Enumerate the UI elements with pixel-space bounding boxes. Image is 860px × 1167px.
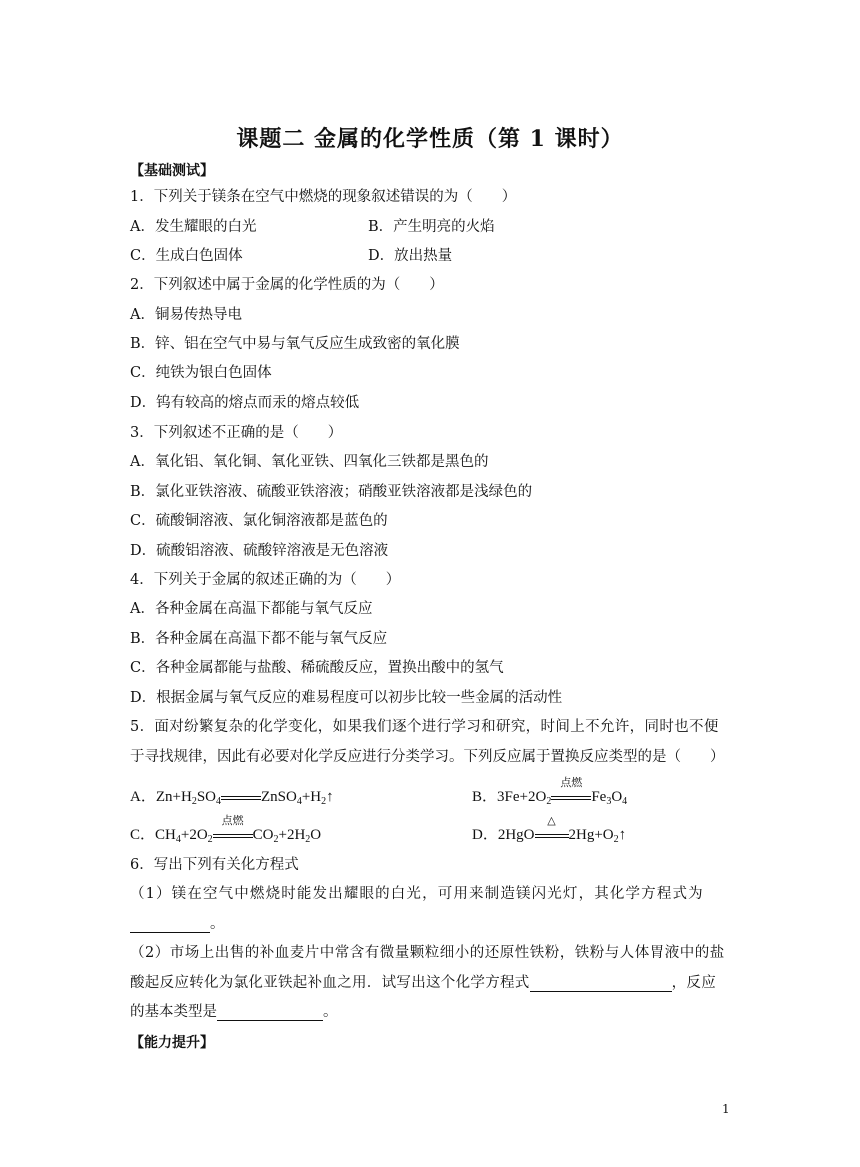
q3-option-a: A．氧化铝、氧化铜、氧化亚铁、四氧化三铁都是黑色的 (130, 454, 489, 470)
q4-option-b: B．各种金属在高温下都不能与氧气反应 (130, 631, 388, 647)
section-basic-test: 【基础测试】 (130, 163, 214, 179)
reaction-condition: 点燃 (221, 815, 244, 827)
answer-blank[interactable] (130, 918, 210, 933)
q4-option-d: D．根据金属与氧气反应的难易程度可以初步比较一些金属的活动性 (130, 690, 563, 706)
q1-option-a: A．发生耀眼的白光 (130, 219, 257, 235)
q1-option-c: C．生成白色固体 (130, 248, 243, 264)
option-label: C． (130, 827, 156, 843)
q5-option-d: D．2HgO △ $2Hg+O_2↑$ (472, 826, 626, 844)
q2-stem: 2．下列叙述中属于金属的化学性质的为（ ） (130, 277, 444, 293)
equals-sign (535, 834, 569, 838)
q5-option-b: B．$3Fe+2O_2$ 点燃 $Fe_3O_4$ (472, 788, 627, 806)
q5-option-a: A．$Zn+H_2SO_4$ $ZnSO_4+H_2↑$ (130, 789, 334, 807)
q6-part2-line3: 的基本类型是 。 (130, 1004, 338, 1020)
q6-part2-line1: （2）市场上出售的补血麦片中常含有微量颗粒细小的还原性铁粉，铁粉与人体胃液中的盐 (130, 945, 725, 961)
reaction-condition: 点燃 (560, 777, 583, 789)
q2-option-a: A．铜易传热导电 (130, 307, 242, 323)
equals-sign (213, 834, 253, 838)
q1-option-b: B．产生明亮的火焰 (368, 219, 495, 235)
q3-stem: 3．下列叙述不正确的是（ ） (130, 425, 343, 441)
q5-stem-line1: 5．面对纷繁复杂的化学变化，如果我们逐个进行学习和研究，时间上不允许，同时也不便 (130, 719, 719, 735)
reaction-condition: △ (547, 815, 556, 827)
q3-option-d: D．硫酸铝溶液、硫酸锌溶液是无色溶液 (130, 543, 389, 559)
q2-option-c: C．纯铁为银白色固体 (130, 365, 272, 381)
page-title: 课题二 金属的化学性质（第 1 课时） (236, 126, 624, 152)
option-label: B． (472, 789, 498, 805)
equals-sign (221, 796, 261, 800)
q4-option-c: C．各种金属都能与盐酸、稀硫酸反应，置换出酸中的氢气 (130, 660, 504, 676)
page-number: 1 (722, 1102, 730, 1116)
q3-option-b: B．氯化亚铁溶液、硫酸亚铁溶液；硝酸亚铁溶液都是浅绿色的 (130, 484, 533, 500)
q4-stem: 4．下列关于金属的叙述正确的为（ ） (130, 572, 401, 588)
answer-blank[interactable] (530, 977, 672, 992)
q6-part1-line2: 。 (130, 915, 225, 933)
q5-stem-line2: 于寻找规律，因此有必要对化学反应进行分类学习。下列反应属于置换反应类型的是（ ） (130, 749, 725, 765)
equals-sign (551, 796, 591, 800)
q1-option-d: D．放出热量 (368, 248, 453, 264)
q6-part1-line1: （1）镁在空气中燃烧时能发出耀眼的白光，可用来制造镁闪光灯，其化学方程式为 (130, 886, 704, 902)
option-label: D． (472, 827, 498, 843)
q5-option-c: C．$CH_4+2O_2$ 点燃 $CO_2+2H_2O$ (130, 826, 321, 844)
section-advanced: 【能力提升】 (130, 1035, 214, 1051)
q6-stem: 6．写出下列有关化方程式 (130, 857, 299, 873)
q4-option-a: A．各种金属在高温下都能与氧气反应 (130, 601, 373, 617)
option-label: A． (130, 789, 156, 805)
q6-part2-line2: 酸起反应转化为氯化亚铁起补血之用．试写出这个化学方程式 ，反应 (130, 975, 717, 991)
q2-option-d: D．钨有较高的熔点而汞的熔点较低 (130, 395, 360, 411)
q3-option-c: C．硫酸铜溶液、氯化铜溶液都是蓝色的 (130, 513, 388, 529)
q2-option-b: B．锌、铝在空气中易与氧气反应生成致密的氧化膜 (130, 336, 460, 352)
q1-stem: 1．下列关于镁条在空气中燃烧的现象叙述错误的为（ ） (130, 189, 517, 205)
answer-blank[interactable] (217, 1006, 323, 1021)
